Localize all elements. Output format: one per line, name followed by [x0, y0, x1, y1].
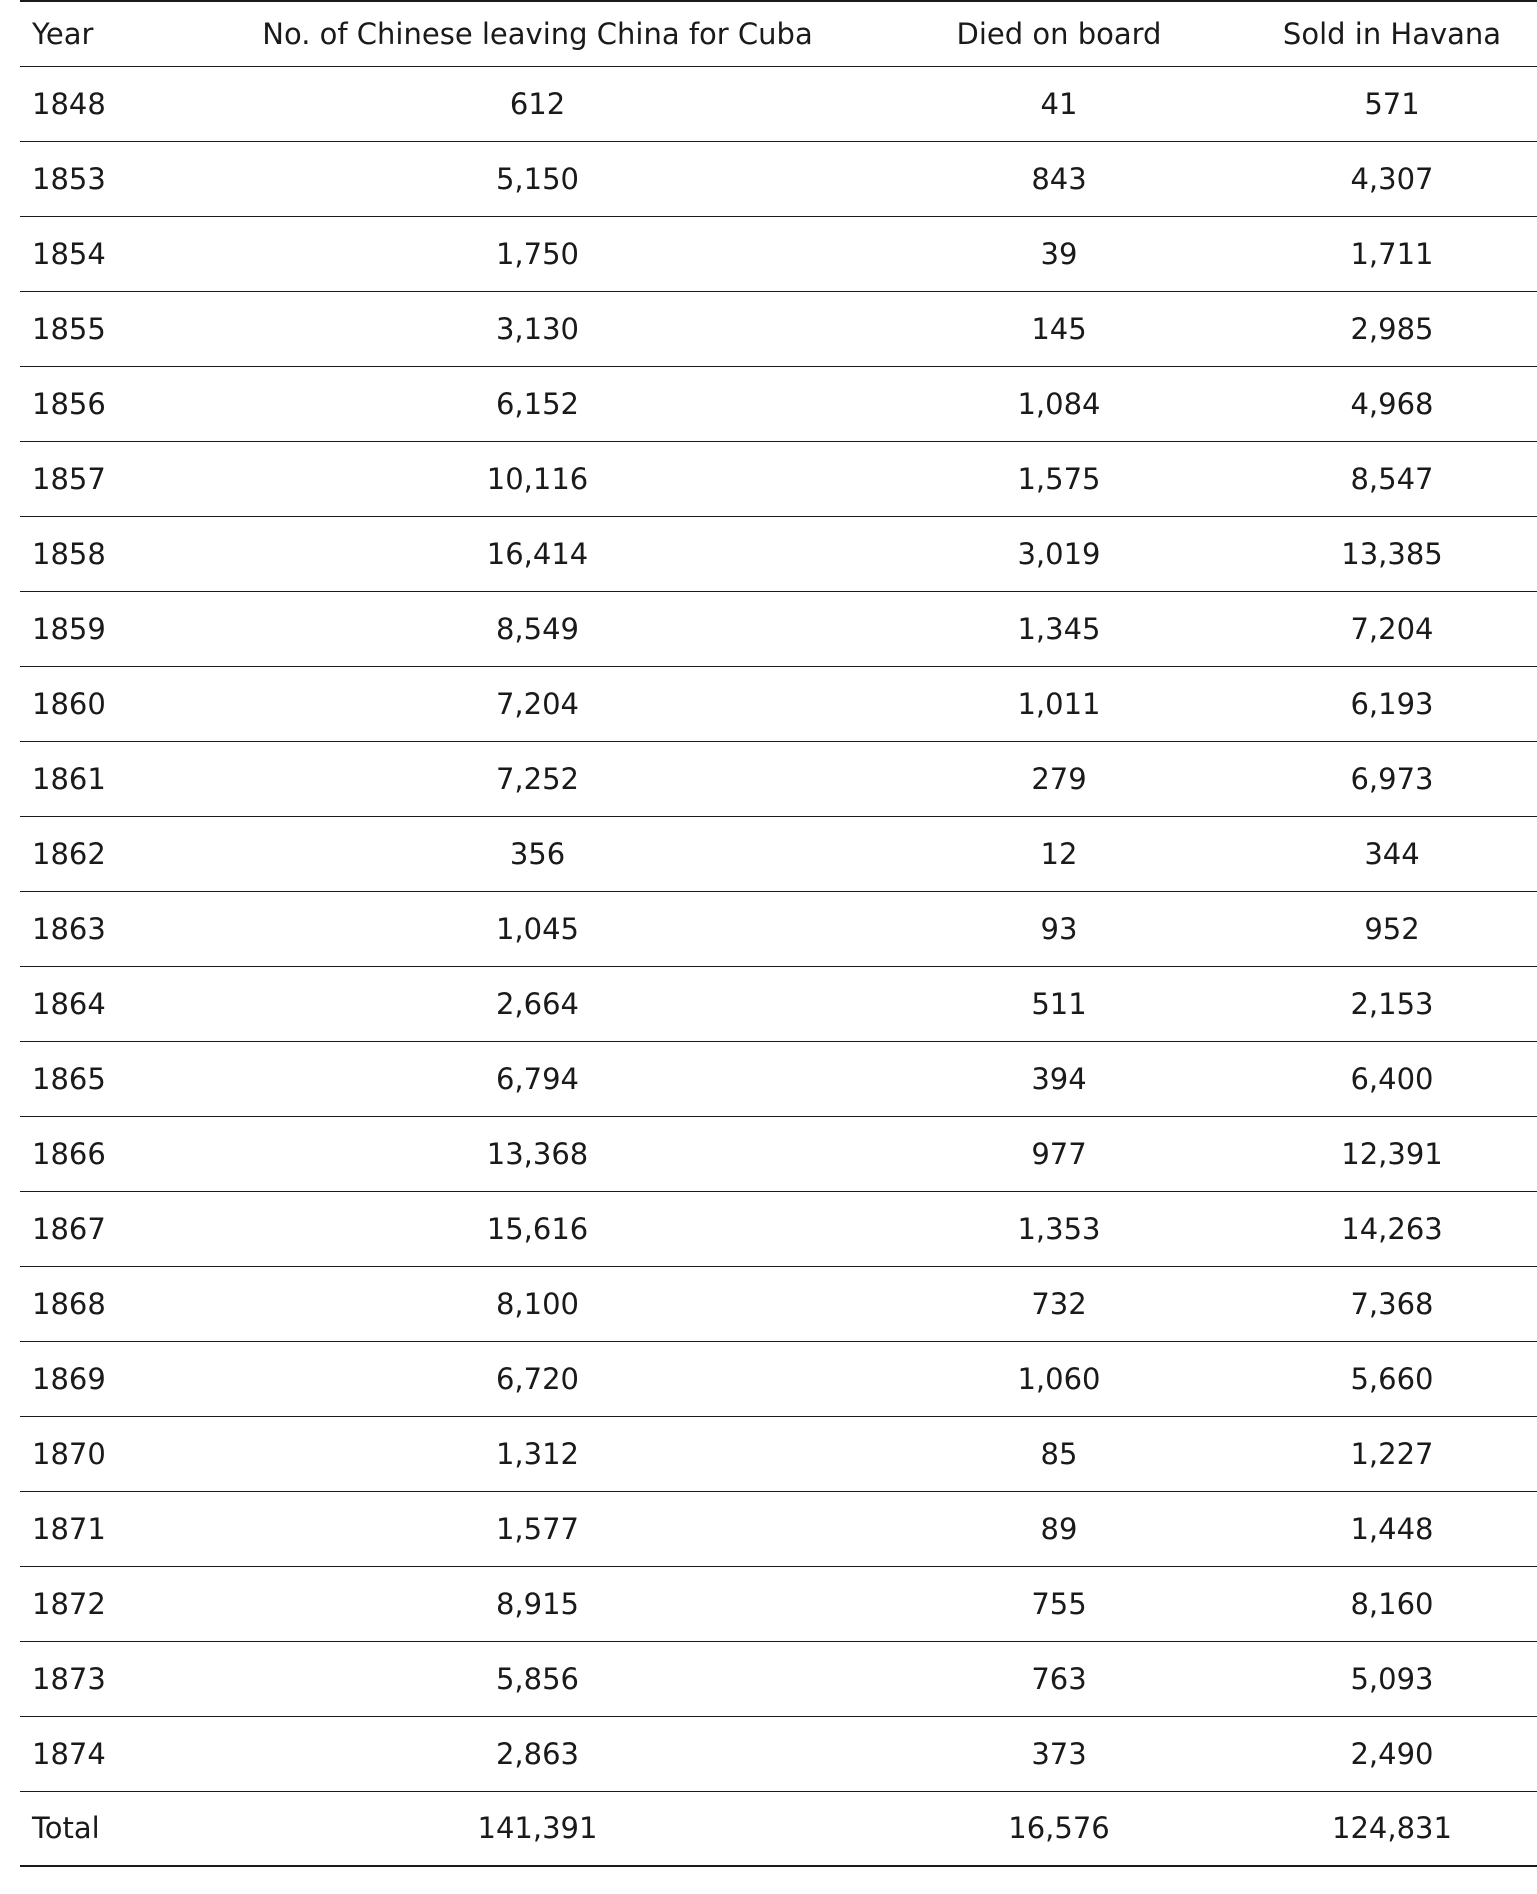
cell-died-on-board: 93 [1040, 911, 1078, 946]
cell-left-china: 356 [509, 836, 566, 871]
table-row [20, 216, 1537, 291]
cell-sold-in-havana: 7,204 [1350, 611, 1434, 646]
cell-left-china: 5,856 [495, 1661, 580, 1696]
cell-left-china: 3,130 [495, 311, 580, 346]
cell-died-on-board: 1,060 [1017, 1361, 1101, 1396]
header-year: Year [32, 16, 94, 51]
cell-year: 1871 [32, 1511, 106, 1546]
cell-year: 1853 [32, 161, 106, 196]
cell-sold-in-havana: 1,227 [1350, 1436, 1434, 1471]
table-row [20, 741, 1537, 816]
header-left-china: No. of Chinese leaving China for Cuba [262, 16, 813, 51]
cell-left-china: 6,794 [495, 1061, 580, 1096]
cell-died-on-board: 41 [1040, 86, 1078, 121]
cell-died-on-board: 1,011 [1017, 686, 1101, 721]
cell-year: 1858 [32, 536, 106, 571]
table-row [20, 966, 1537, 1041]
cell-left-china: 7,204 [495, 686, 580, 721]
cell-year: 1861 [32, 761, 106, 796]
cell-died-on-board: 755 [1031, 1586, 1087, 1621]
cell-sold-in-havana: 13,385 [1341, 536, 1443, 571]
cell-year: 1859 [32, 611, 106, 646]
cell-left-china: 5,150 [495, 161, 580, 196]
table-row [20, 1491, 1537, 1566]
cell-left-china: 8,549 [495, 611, 580, 646]
cell-left-china: 1,045 [495, 911, 580, 946]
cell-sold-in-havana: 4,968 [1350, 386, 1434, 421]
cell-died-on-board: 511 [1031, 986, 1087, 1021]
cell-year: 1874 [32, 1736, 106, 1771]
header-sold-in-havana: Sold in Havana [1282, 16, 1502, 51]
table-row [20, 516, 1537, 591]
cell-left-china: 612 [509, 86, 566, 121]
cell-left-china: 6,720 [495, 1361, 580, 1396]
cell-year: 1860 [32, 686, 106, 721]
cell-left-china: 1,577 [495, 1511, 580, 1546]
cell-sold-in-havana: 952 [1364, 911, 1420, 946]
table-body [20, 66, 1537, 1866]
cell-died-on-board: 89 [1040, 1511, 1078, 1546]
total-died-on-board: 16,576 [1008, 1811, 1110, 1846]
cell-year: 1862 [32, 836, 106, 871]
cell-year: 1868 [32, 1286, 106, 1321]
table-row [20, 441, 1537, 516]
cell-sold-in-havana: 14,263 [1341, 1211, 1443, 1246]
cell-died-on-board: 1,084 [1017, 386, 1101, 421]
cell-sold-in-havana: 1,448 [1350, 1511, 1434, 1546]
cell-sold-in-havana: 2,985 [1350, 311, 1434, 346]
cell-left-china: 8,100 [495, 1286, 580, 1321]
table-row [20, 366, 1537, 441]
cell-year: 1867 [32, 1211, 106, 1246]
cell-died-on-board: 763 [1031, 1661, 1087, 1696]
cell-died-on-board: 39 [1040, 236, 1078, 271]
cell-died-on-board: 279 [1031, 761, 1087, 796]
table-row [20, 291, 1537, 366]
cell-died-on-board: 373 [1031, 1736, 1087, 1771]
cell-left-china: 2,863 [495, 1736, 580, 1771]
cell-year: 1848 [32, 86, 106, 121]
table-row [20, 666, 1537, 741]
cell-died-on-board: 1,353 [1017, 1211, 1101, 1246]
cell-year: 1872 [32, 1586, 106, 1621]
table-row [20, 141, 1537, 216]
cell-year: 1869 [32, 1361, 106, 1396]
table-row [20, 1641, 1537, 1716]
migration-table [20, 0, 1537, 1867]
cell-sold-in-havana: 8,547 [1350, 461, 1434, 496]
header-died-on-board: Died on board [956, 16, 1162, 51]
cell-sold-in-havana: 12,391 [1341, 1136, 1443, 1171]
header-row [20, 1, 1537, 66]
cell-sold-in-havana: 6,400 [1350, 1061, 1434, 1096]
cell-died-on-board: 1,575 [1017, 461, 1101, 496]
cell-year: 1866 [32, 1136, 106, 1171]
cell-year: 1873 [32, 1661, 106, 1696]
total-row [20, 1791, 1537, 1866]
cell-died-on-board: 732 [1031, 1286, 1087, 1321]
table-row [20, 1191, 1537, 1266]
table-row [20, 591, 1537, 666]
table-row [20, 1266, 1537, 1341]
cell-died-on-board: 394 [1031, 1061, 1087, 1096]
cell-died-on-board: 3,019 [1017, 536, 1101, 571]
table-row [20, 1416, 1537, 1491]
cell-year: 1856 [32, 386, 106, 421]
cell-left-china: 10,116 [486, 461, 589, 496]
table-header [20, 1, 1537, 66]
cell-sold-in-havana: 344 [1364, 836, 1420, 871]
cell-left-china: 7,252 [495, 761, 580, 796]
cell-year: 1854 [32, 236, 106, 271]
cell-year: 1870 [32, 1436, 106, 1471]
total-label: Total [32, 1811, 100, 1846]
total-left-china: 141,391 [477, 1811, 598, 1846]
cell-left-china: 16,414 [486, 536, 589, 571]
table-row [20, 891, 1537, 966]
cell-died-on-board: 12 [1040, 836, 1078, 871]
cell-left-china: 13,368 [486, 1136, 589, 1171]
table-row [20, 1041, 1537, 1116]
cell-sold-in-havana: 6,193 [1350, 686, 1434, 721]
table-row [20, 816, 1537, 891]
cell-left-china: 2,664 [495, 986, 580, 1021]
cell-sold-in-havana: 5,093 [1350, 1661, 1434, 1696]
cell-left-china: 6,152 [495, 386, 580, 421]
cell-died-on-board: 977 [1031, 1136, 1087, 1171]
cell-year: 1855 [32, 311, 106, 346]
cell-died-on-board: 843 [1031, 161, 1087, 196]
cell-sold-in-havana: 1,711 [1350, 236, 1434, 271]
cell-year: 1865 [32, 1061, 106, 1096]
cell-sold-in-havana: 8,160 [1350, 1586, 1434, 1621]
table-row [20, 1116, 1537, 1191]
cell-sold-in-havana: 6,973 [1350, 761, 1434, 796]
cell-sold-in-havana: 2,490 [1350, 1736, 1434, 1771]
table-row [20, 66, 1537, 141]
cell-sold-in-havana: 2,153 [1350, 986, 1434, 1021]
table-row [20, 1341, 1537, 1416]
cell-sold-in-havana: 4,307 [1350, 161, 1434, 196]
cell-sold-in-havana: 571 [1364, 86, 1420, 121]
cell-year: 1864 [32, 986, 106, 1021]
cell-left-china: 15,616 [486, 1211, 589, 1246]
cell-year: 1857 [32, 461, 106, 496]
cell-left-china: 8,915 [495, 1586, 580, 1621]
table-row [20, 1716, 1537, 1791]
cell-died-on-board: 145 [1031, 311, 1087, 346]
cell-died-on-board: 85 [1040, 1436, 1078, 1471]
cell-died-on-board: 1,345 [1017, 611, 1101, 646]
total-sold-in-havana: 124,831 [1332, 1811, 1452, 1846]
cell-sold-in-havana: 7,368 [1350, 1286, 1434, 1321]
table-row [20, 1566, 1537, 1641]
cell-sold-in-havana: 5,660 [1350, 1361, 1434, 1396]
cell-left-china: 1,750 [495, 236, 580, 271]
cell-left-china: 1,312 [495, 1436, 580, 1471]
cell-year: 1863 [32, 911, 106, 946]
